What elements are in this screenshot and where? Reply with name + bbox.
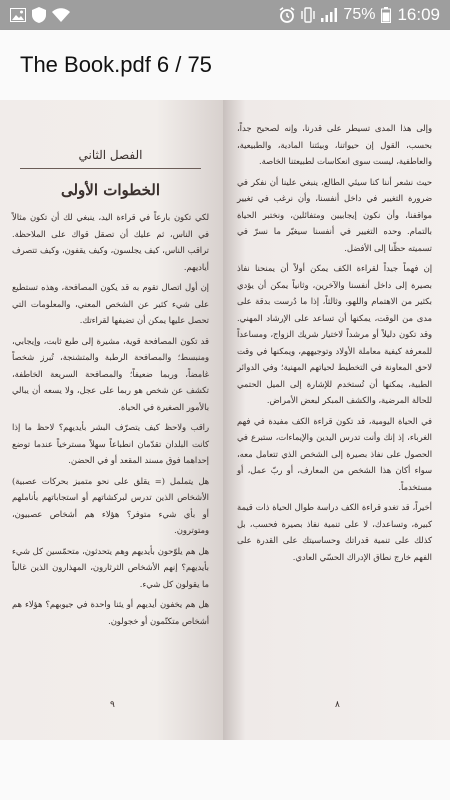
paragraph: هل هم يلوّحون بأيديهم وهم يتحدثون، متحمّسين كل شيء بأيديهم؟ إنهم الأشخاص الثرثارون، المهذارون الذين غالباً ما يقولون كل شيء. xyxy=(12,545,209,589)
page-indicator: 6 / 75 xyxy=(156,52,212,77)
paragraph: راقب ولاحظ كيف يتصرّف البشر بأيديهم؟ لاحظ ما إذا كانت البلدان تقدّمان انطباعاً سهلاً مسترخياً عندما توضع إحداهما فوق مسند المقعد أو في الحضن. xyxy=(12,422,209,465)
chapter-heading: الخطوات الأولى xyxy=(60,181,161,199)
file-name: The Book.pdf xyxy=(20,52,151,77)
image-icon xyxy=(10,8,26,22)
page-number: ٨ xyxy=(335,700,340,710)
pdf-page-right xyxy=(223,100,450,740)
clock: 16:09 xyxy=(397,5,440,24)
shield-icon xyxy=(32,7,46,23)
paragraph: هل هم يخفون أيديهم أو يثنا واحدة في جيوبهم؟ هؤلاء هم أشخاص متكتّمون أو خجولون. xyxy=(12,599,209,626)
battery-icon xyxy=(381,7,391,23)
empty-area xyxy=(0,740,450,800)
divider xyxy=(20,168,201,169)
status-bar xyxy=(0,0,450,30)
paragraph: حيث نشعر أننا كنا سيئي الطالع، ينبغي علينا أن نفكر في ضرورة التغيير في داخل أنفسنا، وأن نرغب في تغيير مواقفنا، وأن نكون إيجابيين ومتفائلين، ونختبر الحياة بالتمام. وحده التغيير في أنفسنا سيغيّر ما نسرّ في تسميته حظّنا إلى الأفضل. xyxy=(237,176,432,253)
signal-icon xyxy=(321,8,337,22)
paragraph: هل يتململ (= يقلق على نحو متميز بحركات عصبية) الأشخاص الذين تدرس لبركشاتهم أو استجاباتهم بأناملهم أو بأي شيء متوفر؟ هؤلاء هم أشخاص عصبيون، ومتوترون. xyxy=(12,475,209,535)
alarm-icon xyxy=(279,7,295,23)
wifi-icon xyxy=(52,8,70,22)
pdf-viewer[interactable] xyxy=(0,100,450,740)
pdf-page-left xyxy=(0,100,223,740)
paragraph: إن فهماً جيداً لقراءة الكف يمكن أولاً أن يمنحنا نفاذ بصيرة إلى داخل أنفسنا والآخرين، وثانياً يمكن أن يؤدي بكثير من الاهتمام واللهو، وثالثاً، إذا ما دُرست بدقة على مدى من الوقت، يمكنها أن تساعد على الإرشاد المهني. وقد تكون دليلاً أو مرشداً لاختيار شريك الزواج، ومساعداً للمعرفة كيفية معاملة الأولاد وتوجيههم، ويمكنها في وقت لاحق المعاونة في التخطيط لحياتهم المهنية؛ وفي الدوائر الطبية، يمكنها أن تُستخدم للإشارة إلى الميل الحتمي للحالة المرضية، والكشف المبكر لبعض الأمراض. xyxy=(237,263,432,405)
paragraph: لكي تكون بارعاً في قراءة اليد، ينبغي لك أن تكون مثالاً في الناس، ثم عليك أن تصقل قواك على الملاحظة. تراقب الناس، كيف يجلسون، وكيف يقفون، وكيف تتصرف أياديهم. xyxy=(12,212,209,272)
paragraph: وإلى هذا المدى تسيطر على قدرنا، وإنه لصحيح جداً، بحسب، القول إن حيواتنا، وبيئتنا المادية، والطبيعية، والعاطفية، ليست سوى انعكاسات لطبيعتنا الخاصة. xyxy=(237,123,432,166)
chapter-label: الفصل الثاني xyxy=(78,148,143,162)
paragraph: إن أول اتصال تقوم به قد يكون المصافحة، وهذه تستطيع على شيء كثير عن الشخص المعني، والمعلومات التي تحصل عليها يمكن أن تضيفها لقراءتك. xyxy=(12,282,209,325)
app-bar xyxy=(0,30,450,100)
vibrate-icon xyxy=(301,7,315,23)
battery-percentage: 75% xyxy=(343,6,376,23)
paragraph: أخيراً، قد تغدو قراءة الكف دراسة طوال الحياة ذات قيمة كبيرة، وتساعدك، لا على تنمية نفاذ بصيرة فحسب، بل كذلك على تنمية قدراتك وحساسيتك على القدرة على الفهم خارج نطاق الإدراك الحسّي العادي. xyxy=(237,502,432,562)
page-number: ٩ xyxy=(110,700,115,710)
paragraph: في الحياة اليومية، قد تكون قراءة الكف مفيدة في فهم الغرباء، إذ إنك وأنت تدرس اليدين والإيماءات، ستبرع في الحصول على نفاذ بصيرة إلى الشخص الذي تتعامل معه، سواء أكان هذا الشخص من المعارف، أو ربّ عمل، أو مستخدماً. xyxy=(237,415,432,492)
document-title xyxy=(20,52,212,78)
paragraph: قد تكون المصافحة قوية، مشيرة إلى طبع ثابت، وإيجابي، ومنبسط؛ والمصافحة الرطبة والمتشنجة، تُبرز شخصاً غامضاً، وربما ضعيفاً؛ والمصافحة السريعة الخاطفة، تكشف عن شخص هو ربما على عجل، ولا يسعه أن يبالي بالأمور الصغيرة في الحياة. xyxy=(12,335,209,412)
